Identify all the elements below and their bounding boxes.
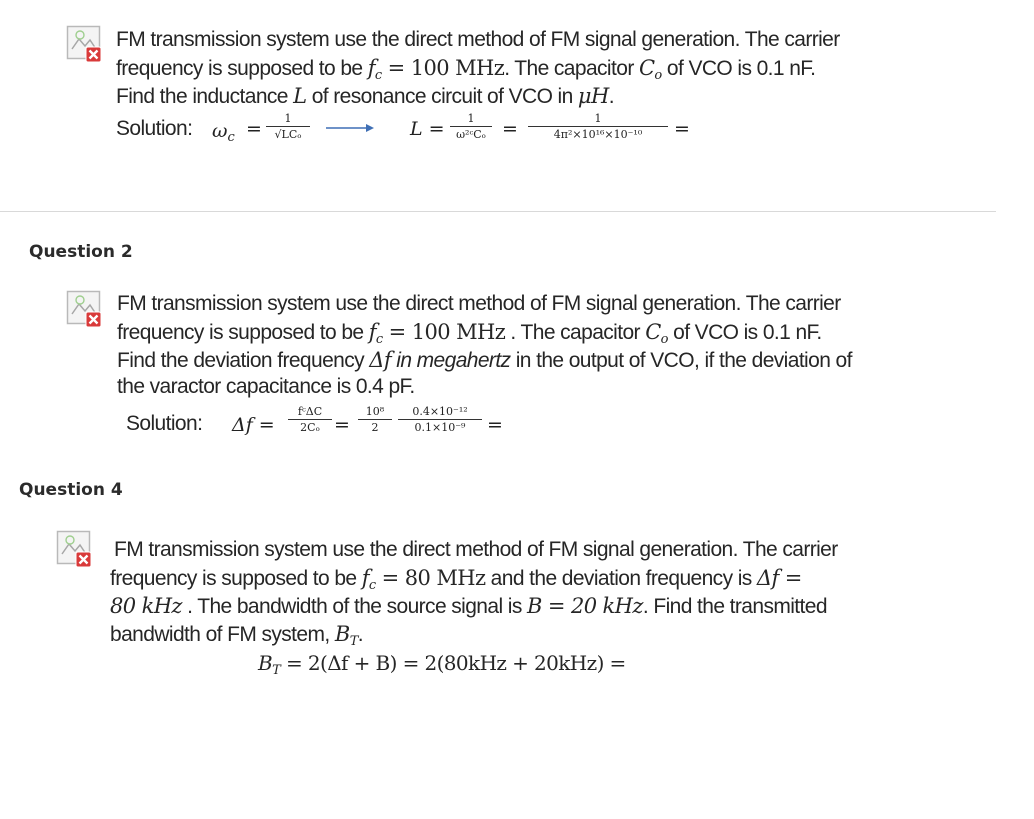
q4-formula: $B_T = 2(\Delta f + B) = 2(80kHz + 20kHz)$ = bbox=[258, 651, 626, 678]
q1-fraction-2: 1 ω²ᶜCₒ bbox=[450, 112, 492, 141]
q2-line1: FM transmission system use the direct method of FM signal generation. The carrier bbox=[117, 292, 841, 315]
q1-equals-2: = bbox=[502, 118, 518, 140]
question-2-heading: Question 2 bbox=[29, 242, 133, 262]
arrow-right-icon bbox=[326, 123, 376, 133]
q4-line4: bandwidth of FM system, $B_T$. bbox=[110, 622, 364, 649]
q1-equals-1: = bbox=[246, 118, 262, 140]
q2-fraction-3: 0.4×10⁻¹² 0.1×10⁻⁹ bbox=[398, 405, 482, 434]
section-divider bbox=[0, 211, 996, 212]
q2-df-lhs: Δf = bbox=[232, 414, 275, 436]
q2-solution-label: Solution: bbox=[126, 412, 203, 435]
q1-solution-label: Solution: bbox=[116, 117, 193, 140]
q4-line1: FM transmission system use the direct method of FM signal generation. The carrier bbox=[114, 538, 838, 561]
q1-fraction-1: 1 √LCₒ bbox=[266, 112, 310, 141]
q4-line2: frequency is supposed to be $f_c = 80$ MHz and the deviation frequency is Δf = bbox=[110, 566, 802, 593]
q1-L-lhs: L = bbox=[410, 118, 445, 140]
q2-line4: the varactor capacitance is 0.4 pF. bbox=[117, 375, 415, 398]
q1-equals-3: = bbox=[674, 118, 690, 140]
q2-equals-1: = bbox=[334, 414, 350, 436]
q1-fraction-3: 1 4π²×10¹⁶×10⁻¹⁰ bbox=[528, 112, 668, 141]
q1-line2: frequency is supposed to be $f_c = 100$ MHz. The capacitor $C_o$ of VCO is 0.1 nF. bbox=[116, 56, 816, 83]
broken-image-icon bbox=[56, 530, 96, 570]
q1-omega-c: $\omega_c$ bbox=[212, 120, 235, 145]
q2-fraction-1: fᶜΔC 2Cₒ bbox=[288, 405, 332, 434]
broken-image-icon bbox=[66, 290, 106, 330]
question-4-heading: Question 4 bbox=[19, 480, 123, 500]
q2-fraction-2: 10⁸ 2 bbox=[358, 405, 392, 434]
q2-equals-2: = bbox=[487, 414, 503, 436]
q1-line3: Find the inductance L of resonance circuit of VCO in μH. bbox=[116, 84, 614, 108]
q4-line3: 80 kHz . The bandwidth of the source signal is B = 20 kHz. Find the transmitted bbox=[110, 594, 827, 618]
q2-line3: Find the deviation frequency Δf in megahertz in the output of VCO, if the deviation of bbox=[117, 348, 852, 372]
q1-line1: FM transmission system use the direct method of FM signal generation. The carrier bbox=[116, 28, 840, 51]
broken-image-icon bbox=[66, 25, 106, 65]
q2-line2: frequency is supposed to be $f_c = 100$ MHz . The capacitor $C_o$ of VCO is 0.1 nF. bbox=[117, 320, 822, 347]
